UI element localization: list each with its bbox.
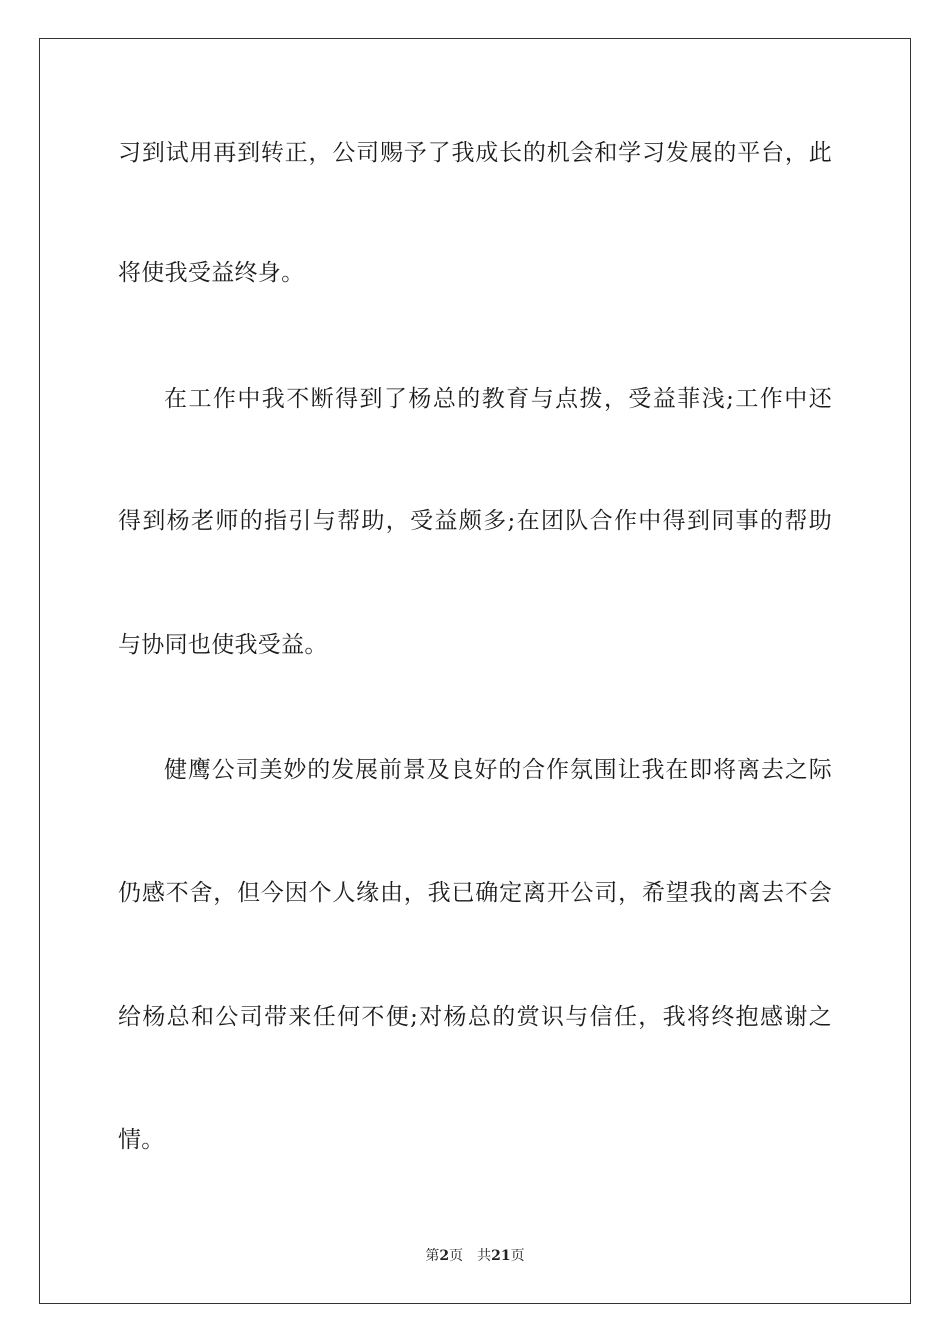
page-border [39, 38, 911, 1304]
footer-total-suffix: 页 [510, 1248, 525, 1264]
body-line-3: 在工作中我不断得到了杨总的教育与点拨，受益菲浅;工作中还 [164, 386, 832, 412]
body-line-9: 情。 [118, 1127, 165, 1153]
footer-total-prefix: 共 [477, 1248, 492, 1264]
footer-page-number: 2 [439, 1248, 450, 1264]
body-line-4: 得到杨老师的指引与帮助，受益颇多;在团队合作中得到同事的帮助 [118, 508, 832, 534]
body-line-2: 将使我受益终身。 [118, 260, 305, 286]
body-line-8: 给杨总和公司带来任何不便;对杨总的赏识与信任，我将终抱感谢之 [118, 1004, 832, 1030]
body-line-1: 习到试用再到转正，公司赐予了我成长的机会和学习发展的平台，此 [118, 140, 832, 166]
body-line-7: 仍感不舍，但今因个人缘由，我已确定离开公司，希望我的离去不会 [118, 880, 832, 906]
footer-page-suffix: 页 [449, 1248, 464, 1264]
page-footer [0, 1247, 950, 1265]
footer-total-pages: 21 [491, 1248, 511, 1264]
body-line-5: 与协同也使我受益。 [118, 632, 328, 658]
footer-page-prefix: 第 [425, 1248, 440, 1264]
body-line-6: 健鹰公司美妙的发展前景及良好的合作氛围让我在即将离去之际 [164, 757, 832, 783]
